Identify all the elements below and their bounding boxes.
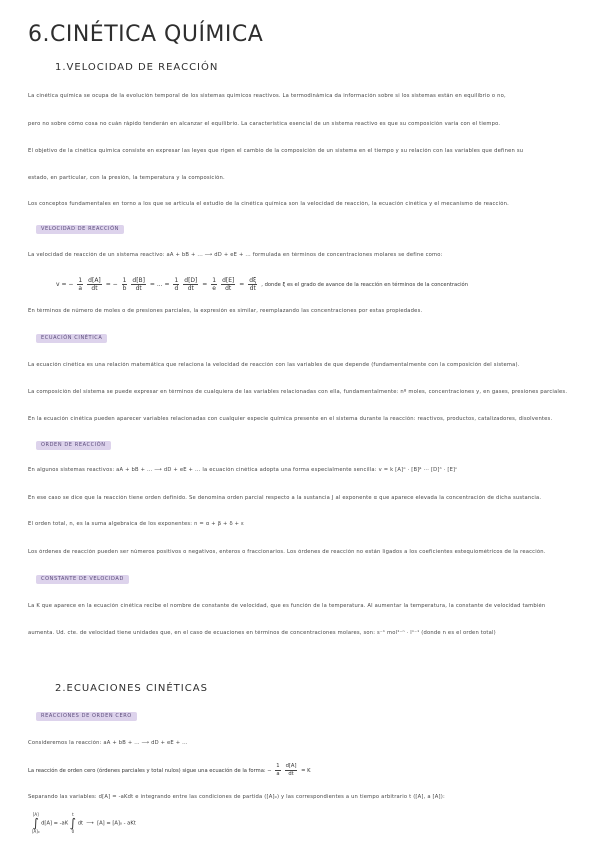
paragraph: aumenta. Ud. cte. de velocidad tiene unidades que, en el caso de ecuaciones en términos de concentraciones molares, son: s⁻¹ mol¹⁻ⁿ · lⁿ⁻¹ (donde n es el orden total) (28, 630, 496, 636)
subsection-tag: REACCIONES DE ORDEN CERO (36, 712, 137, 721)
zero-order-rate-line: La reacción de orden cero (órdenes parciales y total nulos) sigue una ecuación de la forma: − $\frac{1}{a}$ $\frac{d[A]}{dt}$ = K (28, 763, 311, 777)
paragraph: Los órdenes de reacción pueden ser números positivos o negativos, enteros o fraccionarios. Los órdenes de reacción no están ligados a los coeficientes estequiométricos de la reacción. (28, 549, 546, 555)
paragraph: En algunos sistemas reactivos: aA + bB + ... ⟶ dD + eE + ... la ecuación cinética adopta una forma especialmente sencilla: v = k [A]ᵅ · [B]ᵝ ··· [D]ᵟ · [E]ᵋ (28, 467, 458, 473)
paragraph: Consideremos la reacción: aA + bB + ... ⟶ dD + eE + ... (28, 740, 188, 746)
section-heading-ecuaciones: 2.ECUACIONES CINÉTICAS (55, 683, 208, 694)
section-heading-velocidad: 1.VELOCIDAD DE REACCIÓN (55, 62, 219, 73)
paragraph: La ecuación cinética es una relación matemática que relaciona la velocidad de reacción con las variables de que depende (fundamentalmente con la composición del sistema). (28, 362, 520, 368)
subsection-tag: ECUACIÓN CINÉTICA (36, 334, 107, 343)
paragraph: La cinética química se ocupa de la evolución temporal de los sistemas químicos reactivos. La termodinámica da información sobre si los sistemas están en equilibrio o no, (28, 93, 506, 99)
page-title: 6.CINÉTICA QUÍMICA (28, 22, 264, 47)
paragraph: En la ecuación cinética pueden aparecer variables relacionadas con cualquier especie química presente en el sistema durante la reacción: reactivos, productos, catalizadores, disolventes. (28, 416, 553, 422)
paragraph: En términos de número de moles o de presiones parciales, la expresión es similar, reemplazando las concentraciones por estas propiedades. (28, 308, 423, 314)
paragraph: Los conceptos fundamentales en torno a los que se articula el estudio de la cinética química son la velocidad de reacción, la ecuación cinética y el mecanismo de reacción. (28, 201, 509, 207)
rate-equation: v = − $\frac{1}{a}$ $\frac{d[A]}{dt}$ = − $\frac{1}{b}$ $\frac{d[B]}{dt}$ = ... = $\frac{1}{d}$ $\frac{d[D]}{dt}$ = $\frac{1}{e}$ $\frac{d[E]}{dt}$ = $\frac{d\xi}{dt}$ , donde ξ es el grado de avance de la reacción en términos de la concentración (56, 277, 468, 292)
paragraph: La K que aparece en la ecuación cinética recibe el nombre de constante de velocidad, que es función de la temperatura. Al aumentar la temperatura, la constante de velocidad también (28, 603, 546, 609)
paragraph: El objetivo de la cinética química consiste en expresar las leyes que rigen el cambio de la composición de un sistema en el tiempo y su relación con las variables que definen su (28, 148, 524, 154)
paragraph: estado, en particular, con la presión, la temperatura y la composición. (28, 175, 225, 181)
paragraph: La velocidad de reacción de un sistema reactivo: aA + bB + ... ⟶ dD + eE + ... formulada en términos de concentraciones molares se define como: (28, 252, 443, 258)
subsection-tag: VELOCIDAD DE REACCIÓN (36, 225, 124, 234)
paragraph: pero no sobre cómo cosa no cuán rápido tenderán en alcanzar el equilibrio. La característica esencial de un sistema reactivo es que su composición varía con el tiempo. (28, 121, 501, 127)
paragraph: El orden total, n, es la suma algebraica de los exponentes: n = α + β + δ + ε (28, 521, 245, 527)
paragraph: La composición del sistema se puede expresar en términos de cualquiera de las variables relacionadas con ella, fundamentalmente: nº moles, concentraciones y, en gases, presiones parciales. (28, 389, 568, 395)
subsection-tag: ORDEN DE REACCIÓN (36, 441, 111, 450)
subsection-tag: CONSTANTE DE VELOCIDAD (36, 575, 129, 584)
paragraph: Separando las variables: d[A] = -aKdt e integrando entre las condiciones de partida ([A]₀) y las correspondientes a un tiempo arbitrario t ([A], a [A]): (28, 794, 445, 800)
integral-equation: [A] ∫ [A]₀ d[A] = -aK t ∫ 0 dt ⟶ [A] = [A]₀ - aKt (32, 812, 136, 834)
paragraph: En ese caso se dice que la reacción tiene orden definido. Se denomina orden parcial respecto a la sustancia J al exponente α que aparece elevada la concentración de dicha sustancia. (28, 495, 542, 501)
